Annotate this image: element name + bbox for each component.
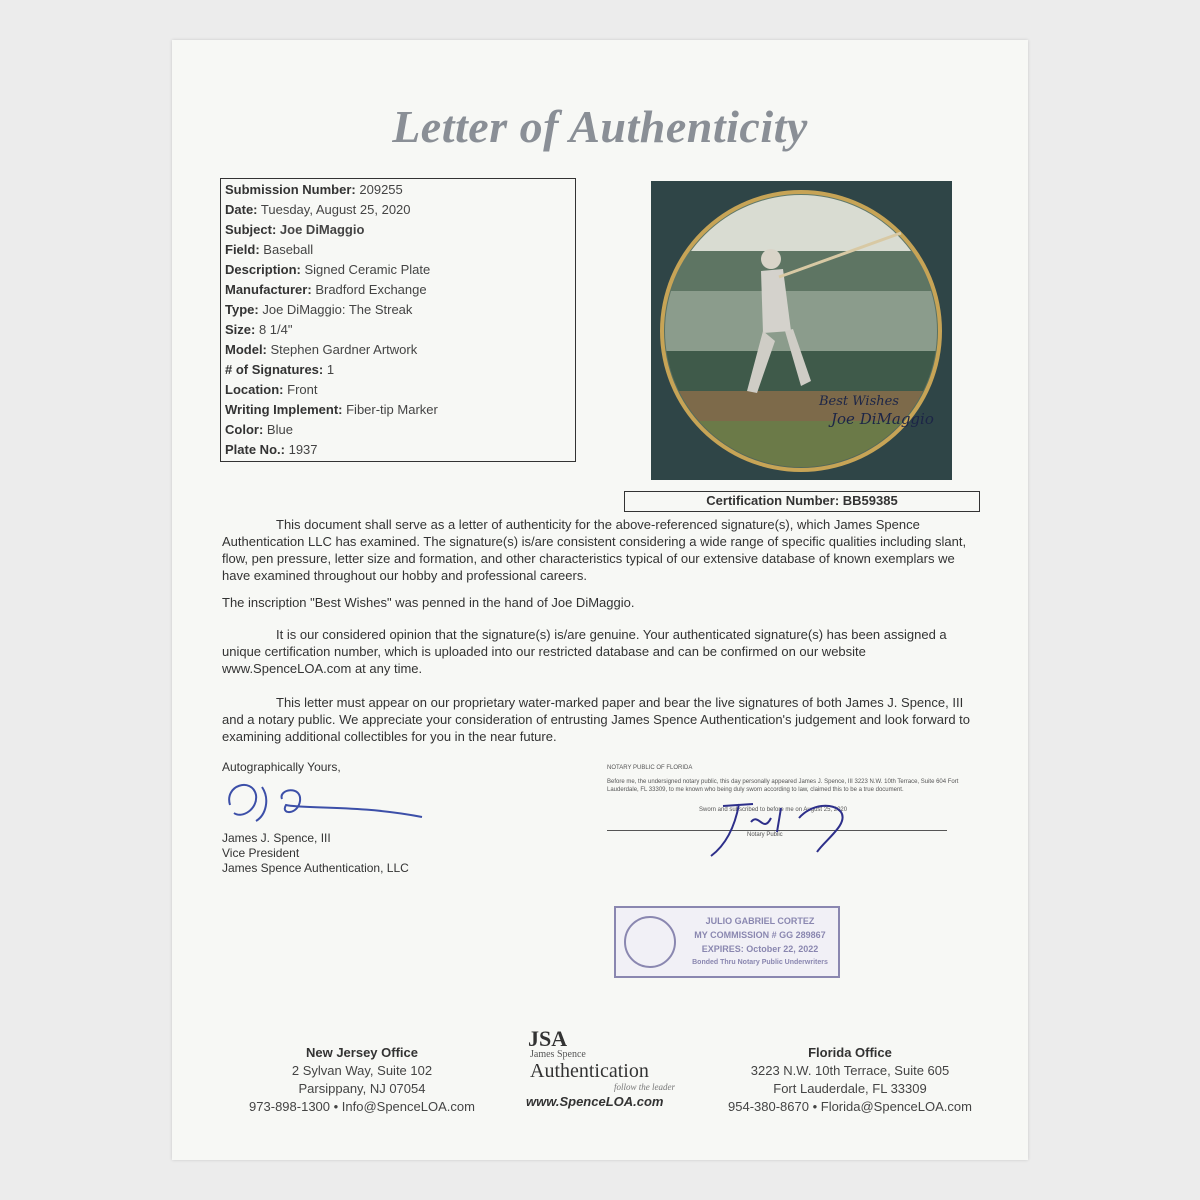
stamp-line: EXPIRES: October 22, 2022: [701, 944, 819, 954]
detail-value: Bradford Exchange: [315, 282, 427, 297]
state-seal-icon: [624, 916, 676, 968]
detail-value: 1937: [288, 442, 318, 457]
closing: Autographically Yours,: [222, 760, 341, 774]
notary-line-label: Notary Public: [747, 832, 783, 838]
authenticity-paragraph: [222, 516, 982, 584]
detail-value: Blue: [266, 422, 293, 437]
logo-abbr: JSA: [528, 1026, 568, 1051]
logo-url: www.SpenceLOA.com: [526, 1094, 664, 1109]
detail-label: Manufacturer:: [225, 282, 312, 297]
signer-title: Vice President: [222, 846, 300, 860]
svg-text:Joe DiMaggio: Joe DiMaggio: [831, 410, 934, 428]
florida-office: [720, 1044, 980, 1116]
details-box: [220, 178, 576, 462]
plate-illustration: [651, 181, 952, 480]
logo-line1: James Spence: [530, 1049, 586, 1060]
notary-block: [607, 764, 967, 839]
signed-plate-photo: [651, 181, 952, 480]
logo-tagline: follow the leader: [614, 1082, 675, 1092]
office-contact: 954-380-8670 • Florida@SpenceLOA.com: [728, 1099, 972, 1114]
stamp-line: JULIO GABRIEL CORTEZ: [705, 916, 815, 926]
detail-label: Size:: [225, 322, 256, 337]
detail-row: [225, 180, 571, 200]
notary-text: Before me, the undersigned notary public, this day personally appeared James J. Spence, III 3223 N.W. 10th Terrace, Suite 604 Fort Lauderdale, FL 33309, to me known who being duly sworn according to law, claimed this to be a true document.: [607, 779, 959, 793]
detail-value: Signed Ceramic Plate: [304, 262, 431, 277]
detail-label: Type:: [225, 302, 259, 317]
detail-value: Stephen Gardner Artwork: [270, 342, 418, 357]
office-name: Florida Office: [808, 1045, 892, 1060]
detail-row: [225, 300, 571, 320]
paragraph-text: It is our considered opinion that the signature(s) is/are genuine. Your authenticated signature(s) has been assigned a unique certification number, which is uploaded into our restricted database and can be confirmed on our website www.SpenceLOA.com at any time.: [222, 627, 947, 676]
detail-row: [225, 380, 571, 400]
detail-row: [225, 280, 571, 300]
office-contact: 973-898-1300 • Info@SpenceLOA.com: [249, 1099, 475, 1114]
certification-number: Certification Number: BB59385: [624, 491, 980, 512]
detail-value: Tuesday, August 25, 2020: [260, 202, 411, 217]
detail-value: Fiber-tip Marker: [346, 402, 438, 417]
detail-label: # of Signatures:: [225, 362, 324, 377]
detail-row: [225, 420, 571, 440]
spence-signature: [222, 775, 462, 827]
signer-company: James Spence Authentication, LLC: [222, 861, 409, 875]
notary-sworn: Sworn and subscribed to before me on August 25, 2020: [699, 807, 848, 813]
detail-value: 1: [326, 362, 335, 377]
detail-label: Description:: [225, 262, 301, 277]
office-address: 2 Sylvan Way, Suite 102: [291, 1063, 433, 1078]
logo-line2: Authentication: [530, 1060, 649, 1082]
detail-value: Baseball: [263, 242, 314, 257]
notary-signature: [693, 782, 893, 862]
office-city: Fort Lauderdale, FL 33309: [773, 1081, 927, 1096]
signer-name: James J. Spence, III: [222, 831, 331, 845]
detail-label: Date:: [225, 202, 258, 217]
paper-paragraph: [222, 694, 982, 745]
detail-label: Submission Number:: [225, 182, 356, 197]
office-address: 3223 N.W. 10th Terrace, Suite 605: [750, 1063, 950, 1078]
stamp-line: Bonded Thru Notary Public Underwriters: [692, 959, 828, 966]
detail-row: [225, 240, 571, 260]
svg-text:Best Wishes: Best Wishes: [819, 394, 899, 409]
opinion-paragraph: [222, 626, 982, 677]
detail-label: Color:: [225, 422, 264, 437]
inscription-paragraph: The inscription "Best Wishes" was penned in the hand of Joe DiMaggio.: [222, 595, 635, 610]
notary-heading: NOTARY PUBLIC OF FLORIDA: [607, 765, 693, 771]
paragraph-text: This document shall serve as a letter of authenticity for the above-referenced signature(s), which James Spence Authentication LLC has examined. The signature(s) is/are consistent considering a wide range of specific qualities including slant, flow, pen pressure, letter size and formation, and other characteristics typical of our extensive database of known exemplars we have examined throughout our hobby and professional careers.: [222, 517, 967, 583]
detail-value: 8 1/4": [258, 322, 293, 337]
detail-label: Field:: [225, 242, 260, 257]
detail-label: Plate No.:: [225, 442, 285, 457]
paragraph-text: This letter must appear on our proprietary water-marked paper and bear the live signatures of both James J. Spence, III and a notary public. We appreciate your consideration of entrusting James Spence Authentication's judgement and look forward to examining additional collectibles for you in the near future.: [222, 695, 971, 744]
document-title: Letter of Authenticity: [392, 101, 808, 152]
office-city: Parsippany, NJ 07054: [298, 1081, 426, 1096]
stamp-text: [682, 914, 838, 970]
detail-value: 209255: [359, 182, 403, 197]
detail-label: Subject:: [225, 222, 277, 237]
stamp-line: MY COMMISSION # GG 289867: [694, 930, 826, 940]
detail-value: Joe DiMaggio: The Streak: [262, 302, 413, 317]
detail-row: [225, 200, 571, 220]
notary-stamp: [614, 906, 840, 978]
new-jersey-office: [232, 1044, 492, 1116]
detail-row: [225, 360, 571, 380]
detail-row: [225, 220, 571, 240]
detail-value: Front: [287, 382, 318, 397]
detail-label: Location:: [225, 382, 284, 397]
detail-row: [225, 400, 571, 420]
detail-row: [225, 440, 571, 460]
office-name: New Jersey Office: [305, 1045, 418, 1060]
detail-label: Writing Implement:: [225, 402, 343, 417]
jsa-logo: [510, 1028, 700, 1118]
detail-row: [225, 260, 571, 280]
signer-block: [222, 760, 522, 876]
detail-row: [225, 320, 571, 340]
detail-label: Model:: [225, 342, 267, 357]
detail-value: Joe DiMaggio: [279, 222, 365, 237]
detail-row: [225, 340, 571, 360]
